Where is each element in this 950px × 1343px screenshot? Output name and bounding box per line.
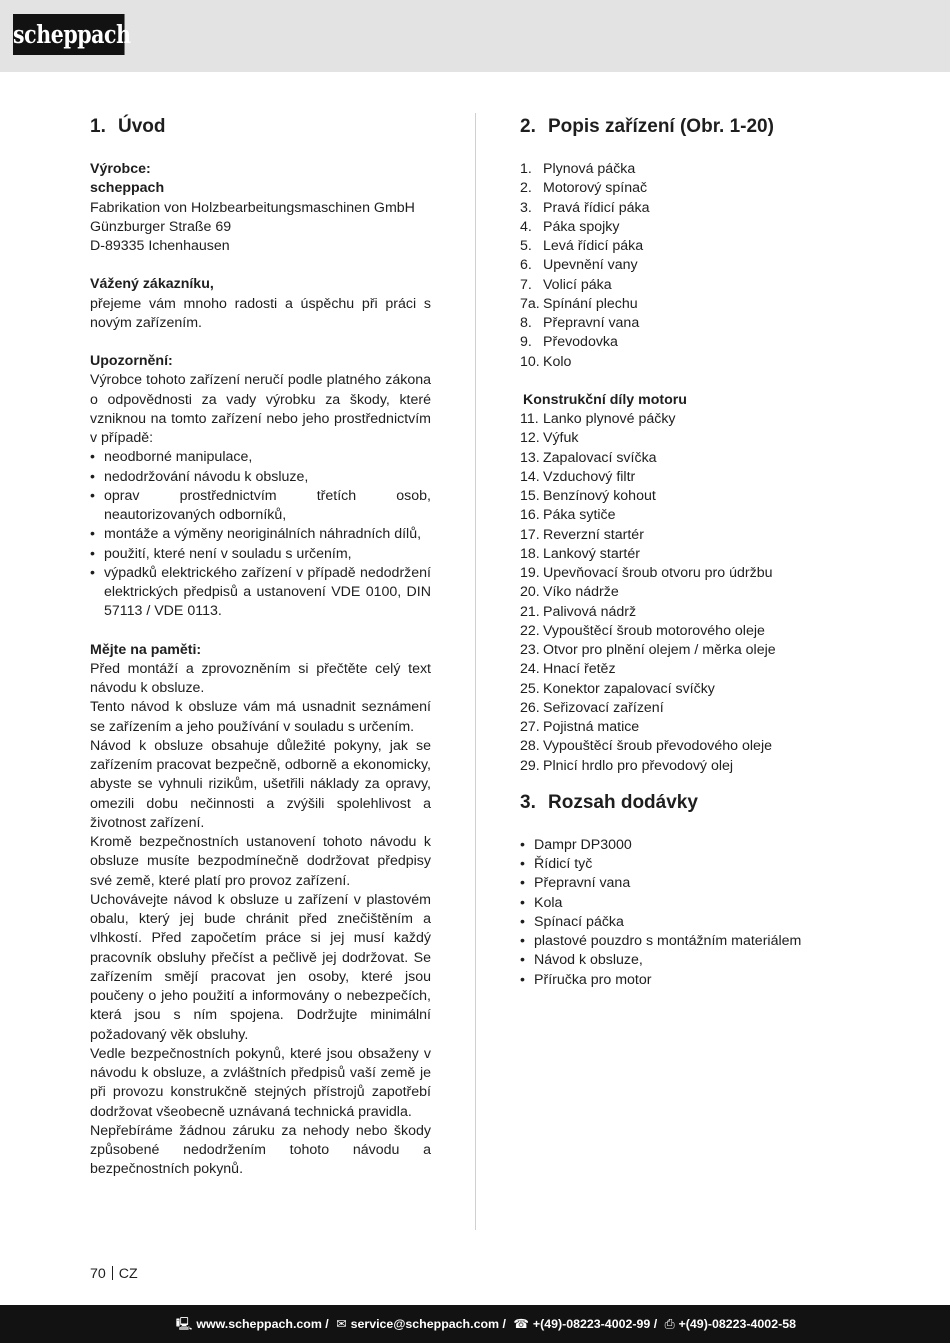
list-item	[520, 757, 820, 776]
contact-bar	[0, 1305, 950, 1343]
list-item	[520, 526, 820, 545]
list-item: • Přepravní vana	[520, 874, 820, 893]
item-number: 28.	[520, 738, 540, 755]
list-item	[520, 160, 820, 179]
item-number: 7a.	[520, 295, 540, 312]
list-item	[520, 314, 820, 333]
list-item	[520, 199, 820, 218]
phone-number: +(49)-08223-4002-99 /	[532, 1317, 658, 1331]
engine-parts-list	[520, 410, 820, 776]
item-text: Výfuk	[543, 430, 579, 447]
manufacturer-name: scheppach	[90, 180, 165, 197]
section-3-heading	[520, 790, 820, 816]
paragraph: Návod k obsluze obsahuje důležité pokyny, jak se zařízením pracovat bezpečně, odborně a ekonomicky, abyste se vyhnuli rizikům, ušetřili náklady za opravy, omezili dobu nečinnosti a zvýšili spolehlivost a životnost zařízení.	[90, 737, 431, 831]
list-item	[520, 353, 820, 372]
item-number: 3.	[520, 199, 532, 216]
header-bar	[0, 0, 950, 72]
item-text: Pojistná matice	[543, 719, 640, 735]
item-text: Lankový startér	[543, 545, 640, 562]
item-number: 10.	[520, 353, 540, 370]
notice-text: Výrobce tohoto zařízení neručí podle platného zákona o odpovědnosti za vady výrobku za škody, které vzniknou na tomto zařízení nebo jeho prostřednictvím v případě:	[90, 372, 431, 446]
greeting-label: Vážený zákazníku,	[90, 276, 214, 293]
item-text: Páka sytiče	[543, 507, 616, 524]
item-text: Vzduchový filtr	[543, 468, 636, 485]
page-footer	[90, 1264, 138, 1284]
item-number: 8.	[520, 315, 532, 331]
list-item: • Dampr DP3000	[520, 836, 820, 855]
list-item	[520, 468, 820, 487]
item-text: Otvor pro plnění olejem / měrka oleje	[543, 642, 776, 658]
item-number: 4.	[520, 218, 532, 235]
paragraph: Tento návod k obsluze vám má usnadnit seznámení se zařízením a jeho používání v souladu s určením.	[90, 699, 431, 735]
fax-number: +(49)-08223-4002-58	[678, 1317, 796, 1331]
item-number: 7.	[520, 276, 532, 293]
list-item: • nedodržování návodu k obsluze,	[90, 468, 431, 487]
list-item	[520, 256, 820, 275]
language-code: CZ	[118, 1266, 138, 1282]
item-text: Seřizovací zařízení	[543, 699, 664, 716]
item-number: 24.	[520, 661, 540, 678]
section-number: 2.	[520, 116, 536, 137]
page-separator	[112, 1266, 113, 1280]
item-text: Pravá řídicí páka	[543, 199, 650, 216]
manufacturer-street: Günzburger Straße 69	[90, 218, 232, 235]
item-text: Spínání plechu	[543, 295, 638, 312]
manufacturer-label: Výrobce:	[90, 161, 151, 177]
item-text: Víko nádrže	[543, 584, 619, 601]
item-text: Páka spojky	[543, 218, 620, 235]
item-number: 17.	[520, 526, 540, 543]
notice-label: Upozornění:	[90, 353, 173, 369]
paragraph: Nepřebíráme žádnou záruku za nehody nebo škody způsobené nedodržením tohoto návodu a bezpečnostních pokynů.	[90, 1122, 431, 1178]
remember-label: Mějte na paměti:	[90, 641, 202, 658]
item-number: 20.	[520, 584, 540, 601]
item-text: Reverzní startér	[543, 526, 644, 543]
item-number: 29.	[520, 757, 540, 774]
list-item	[520, 295, 820, 314]
item-number: 26.	[520, 699, 540, 716]
list-item	[520, 506, 820, 525]
notice-list	[90, 448, 431, 621]
item-text: Převodovka	[543, 334, 618, 351]
item-text: Přepravní vana	[543, 315, 640, 331]
engine-parts-label: Konstrukční díly motoru	[523, 391, 687, 408]
list-item	[520, 218, 820, 237]
computer-icon: 🖳︎	[175, 1317, 193, 1331]
contact-line	[176, 1305, 796, 1343]
email-icon: ✉︎	[336, 1317, 347, 1331]
manufacturer-city: D-89335 Ichenhausen	[90, 238, 230, 254]
item-text: Benzínový kohout	[543, 488, 656, 504]
list-item: • montáže a výměny neoriginálních náhradních dílů,	[90, 525, 431, 544]
list-item: • Kola	[520, 894, 820, 913]
item-number: 14.	[520, 468, 540, 485]
list-item: • neodborné manipulace,	[90, 448, 431, 467]
item-number: 13.	[520, 449, 540, 466]
left-column	[90, 114, 431, 1180]
column-divider	[475, 113, 476, 1230]
item-number: 22.	[520, 622, 540, 639]
list-item: • oprav prostřednictvím třetích osob, neautorizovaných odborníků,	[90, 487, 431, 526]
page-number: 70	[90, 1266, 106, 1282]
item-number: 25.	[520, 680, 540, 697]
fax-icon: ⎙	[664, 1317, 675, 1331]
section-2-heading	[520, 114, 820, 140]
scheppach-logo: scheppach	[13, 14, 125, 55]
list-item	[520, 737, 820, 756]
right-column	[520, 114, 820, 990]
list-item: • plastové pouzdro s montážním materiálem	[520, 932, 820, 951]
item-number: 1.	[520, 161, 532, 177]
list-item	[520, 564, 820, 583]
item-number: 19.	[520, 565, 540, 581]
section-title: Rozsah dodávky	[548, 791, 698, 813]
list-item	[520, 660, 820, 679]
item-text: Zapalovací svíčka	[543, 449, 657, 466]
paragraph: Před montáží a zprovozněním si přečtěte celý text návodu k obsluze.	[90, 660, 431, 696]
list-item	[520, 583, 820, 602]
parts-list	[520, 160, 820, 372]
item-number: 11.	[520, 411, 539, 427]
item-text: Kolo	[543, 353, 572, 370]
item-text: Konektor zapalovací svíčky	[543, 680, 715, 697]
list-item	[520, 276, 820, 295]
item-number: 27.	[520, 719, 540, 735]
item-text: Vypouštěcí šroub převodového oleje	[543, 738, 772, 755]
item-number: 6.	[520, 257, 532, 274]
greeting-text: přejeme vám mnoho radosti a úspěchu při práci s novým zařízením.	[90, 295, 431, 331]
list-item	[520, 487, 820, 506]
item-text: Motorový spínač	[543, 180, 648, 197]
item-text: Plynová páčka	[543, 161, 636, 177]
list-item: • použití, které není v souladu s určením,	[90, 545, 431, 564]
list-item: • Spínací páčka	[520, 913, 820, 932]
paragraph: Vedle bezpečnostních pokynů, které jsou obsaženy v návodu k obsluze, a zvláštních předpisů vaší země je při provozu konstrukčně stejných přístrojů zapotřebí dodržovat všeobecně uznávaná technická pravidla.	[90, 1045, 431, 1120]
list-item: • Příručka pro motor	[520, 971, 820, 990]
list-item	[520, 410, 820, 429]
list-item	[520, 545, 820, 564]
item-text: Vypouštěcí šroub motorového oleje	[543, 622, 765, 639]
delivery-list	[520, 836, 820, 990]
website-link[interactable]: www.scheppach.com /	[196, 1317, 329, 1331]
list-item: • Návod k obsluze,	[520, 951, 820, 970]
list-item	[520, 641, 820, 660]
list-item	[520, 603, 820, 622]
section-number: 3.	[520, 791, 536, 813]
section-title: Úvod	[118, 116, 166, 137]
list-item	[520, 622, 820, 641]
item-text: Plnicí hrdlo pro převodový olej	[543, 757, 734, 774]
section-title: Popis zařízení (Obr. 1-20)	[548, 116, 774, 137]
item-text: Hnací řetěz	[543, 661, 616, 678]
item-number: 18.	[520, 545, 540, 562]
item-number: 23.	[520, 642, 540, 658]
item-number: 21.	[520, 603, 540, 620]
list-item	[520, 333, 820, 352]
item-number: 5.	[520, 238, 532, 254]
item-text: Palivová nádrž	[543, 603, 637, 620]
paragraph: Kromě bezpečnostních ustanovení tohoto návodu k obsluze musíte bezpodmínečně dodržovat předpisy své země, které platí pro provoz zařízení.	[90, 834, 431, 889]
list-item	[520, 237, 820, 256]
list-item	[520, 179, 820, 198]
section-1-heading	[90, 114, 431, 140]
list-item: • výpadků elektrického zařízení v případě nedodržení elektrických předpisů a ustanovení VDE 0100, DIN 57113 / VDE 0113.	[90, 564, 431, 622]
item-text: Lanko plynové páčky	[543, 411, 676, 427]
phone-icon: ☎︎	[513, 1317, 529, 1331]
list-item	[520, 449, 820, 468]
list-item	[520, 718, 820, 737]
section-number: 1.	[90, 116, 106, 137]
manufacturer-company: Fabrikation von Holzbearbeitungsmaschinen GmbH	[90, 199, 415, 216]
item-number: 9.	[520, 334, 532, 351]
list-item	[520, 699, 820, 718]
item-number: 2.	[520, 180, 532, 197]
item-text: Volicí páka	[543, 276, 612, 293]
item-number: 16.	[520, 507, 540, 524]
list-item: • Řídicí tyč	[520, 855, 820, 874]
item-number: 15.	[520, 488, 540, 504]
item-text: Upevňovací šroub otvoru pro údržbu	[543, 565, 773, 581]
list-item	[520, 429, 820, 448]
list-item	[520, 680, 820, 699]
item-number: 12.	[520, 430, 540, 447]
paragraph: Uchovávejte návod k obsluze u zařízení v plastovém obalu, který jej bude chránit před znečištěním a vlhkostí. Před započetím práce si jej musí každý pracovník obsluhy přečíst a pečlivě jej dodržovat. Se zařízením smějí pracovat jen osoby, které jsou poučeny o jeho použití a informovány o nebezpečích, která jsou s ním spojena. Dodržujte minimální požadovaný věk obsluhy.	[90, 891, 431, 1043]
email-link[interactable]: service@scheppach.com /	[350, 1317, 506, 1331]
item-text: Levá řídicí páka	[543, 238, 644, 254]
item-text: Upevnění vany	[543, 257, 638, 274]
